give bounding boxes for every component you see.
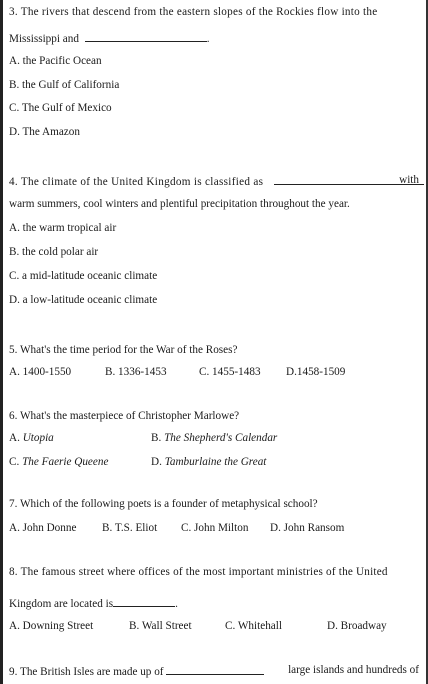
q8-stem-text: 8. The famous street where offices of the most important ministries of the United (9, 566, 388, 578)
q4-stem-line2: warm summers, cool winters and plentiful precipitation throughout the year. (9, 198, 350, 210)
question-9 (9, 664, 419, 682)
q4-option-b[interactable]: B. the cold polar air (9, 246, 99, 258)
q4-option-d[interactable]: D. a low-latitude oceanic climate (9, 294, 158, 306)
q6-options-row2 (9, 456, 419, 470)
q6-option-c[interactable] (9, 456, 108, 469)
q6-option-c-letter: C. (9, 456, 20, 468)
q3-option-d[interactable]: D. The Amazon (9, 126, 80, 138)
q8-option-b[interactable]: B. Wall Street (129, 620, 192, 632)
q8-stem-period: . (175, 598, 178, 610)
q8-options (9, 620, 419, 634)
q8-answer-blank[interactable] (113, 596, 175, 607)
q6-option-a-title: Utopia (22, 432, 54, 444)
q4-stem-line1 (9, 174, 419, 189)
q6-option-d-title: Tamburlaine the Great (164, 456, 267, 468)
q7-option-d[interactable]: D. John Ransom (270, 522, 345, 534)
q9-stem-text-2: large islands and hundreds of (288, 664, 419, 676)
q3-stem-line1 (9, 6, 419, 19)
q7-option-c[interactable]: C. John Milton (181, 522, 249, 534)
q6-stem: 6. What's the masterpiece of Christopher Marlowe? (9, 410, 240, 422)
question-8 (9, 566, 419, 636)
q6-option-b[interactable] (151, 432, 277, 445)
q7-stem: 7. Which of the following poets is a founder of metaphysical school? (9, 498, 318, 510)
q5-options (9, 366, 419, 380)
q9-answer-blank[interactable] (166, 664, 264, 675)
q7-option-a[interactable]: A. John Donne (9, 522, 77, 534)
q8-option-c[interactable]: C. Whitehall (225, 620, 282, 632)
q5-stem: 5. What's the time period for the War of the Roses? (9, 344, 238, 356)
q5-option-c[interactable]: C. 1455-1483 (199, 366, 261, 378)
q6-option-a[interactable] (9, 432, 54, 445)
q5-option-b[interactable]: B. 1336-1453 (105, 366, 167, 378)
q8-stem-line1 (9, 566, 419, 579)
question-3 (9, 0, 419, 140)
q4-option-a[interactable]: A. the warm tropical air (9, 222, 117, 234)
question-6 (9, 410, 419, 470)
q9-stem (9, 664, 419, 679)
q3-answer-blank[interactable] (85, 31, 207, 42)
q9-stem-text: 9. The British Isles are made up of (9, 666, 164, 678)
q4-stem-text: 4. The climate of the United Kingdom is classified as (9, 176, 264, 188)
q3-stem-period: . (206, 33, 210, 45)
question-5 (9, 340, 419, 380)
q8-option-a[interactable]: A. Downing Street (9, 620, 94, 632)
q8-stem-text-2: Kingdom are located is (9, 598, 114, 610)
q4-option-c[interactable]: C. a mid-latitude oceanic climate (9, 270, 158, 282)
q6-option-b-title: The Shepherd's Calendar (164, 432, 278, 444)
q3-stem-text-2: Mississippi and (9, 33, 79, 45)
question-4 (9, 170, 419, 310)
q3-option-b[interactable]: B. the Gulf of California (9, 79, 120, 91)
q3-stem-text: 3. The rivers that descend from the eastern slopes of the Rockies flow into the (9, 6, 378, 18)
question-7 (9, 498, 419, 538)
q3-option-c[interactable]: C. The Gulf of Mexico (9, 102, 112, 114)
q5-option-a[interactable]: A. 1400-1550 (9, 366, 72, 378)
q8-stem-line2 (9, 596, 419, 611)
q6-option-c-title: The Faerie Queene (22, 456, 109, 468)
q6-option-d-letter: D. (151, 456, 162, 468)
q4-stem-with: with (399, 174, 419, 186)
q8-option-d[interactable]: D. Broadway (327, 620, 387, 632)
q6-option-a-letter: A. (9, 432, 20, 444)
q6-option-b-letter: B. (151, 432, 162, 444)
q3-stem-line2 (9, 31, 419, 46)
q5-option-d[interactable]: D.1458-1509 (286, 366, 346, 378)
q7-options (9, 522, 419, 536)
q3-option-a[interactable]: A. the Pacific Ocean (9, 55, 102, 67)
q6-options-row1 (9, 432, 419, 446)
q6-option-d[interactable] (151, 456, 266, 469)
q7-option-b[interactable]: B. T.S. Eliot (102, 522, 158, 534)
